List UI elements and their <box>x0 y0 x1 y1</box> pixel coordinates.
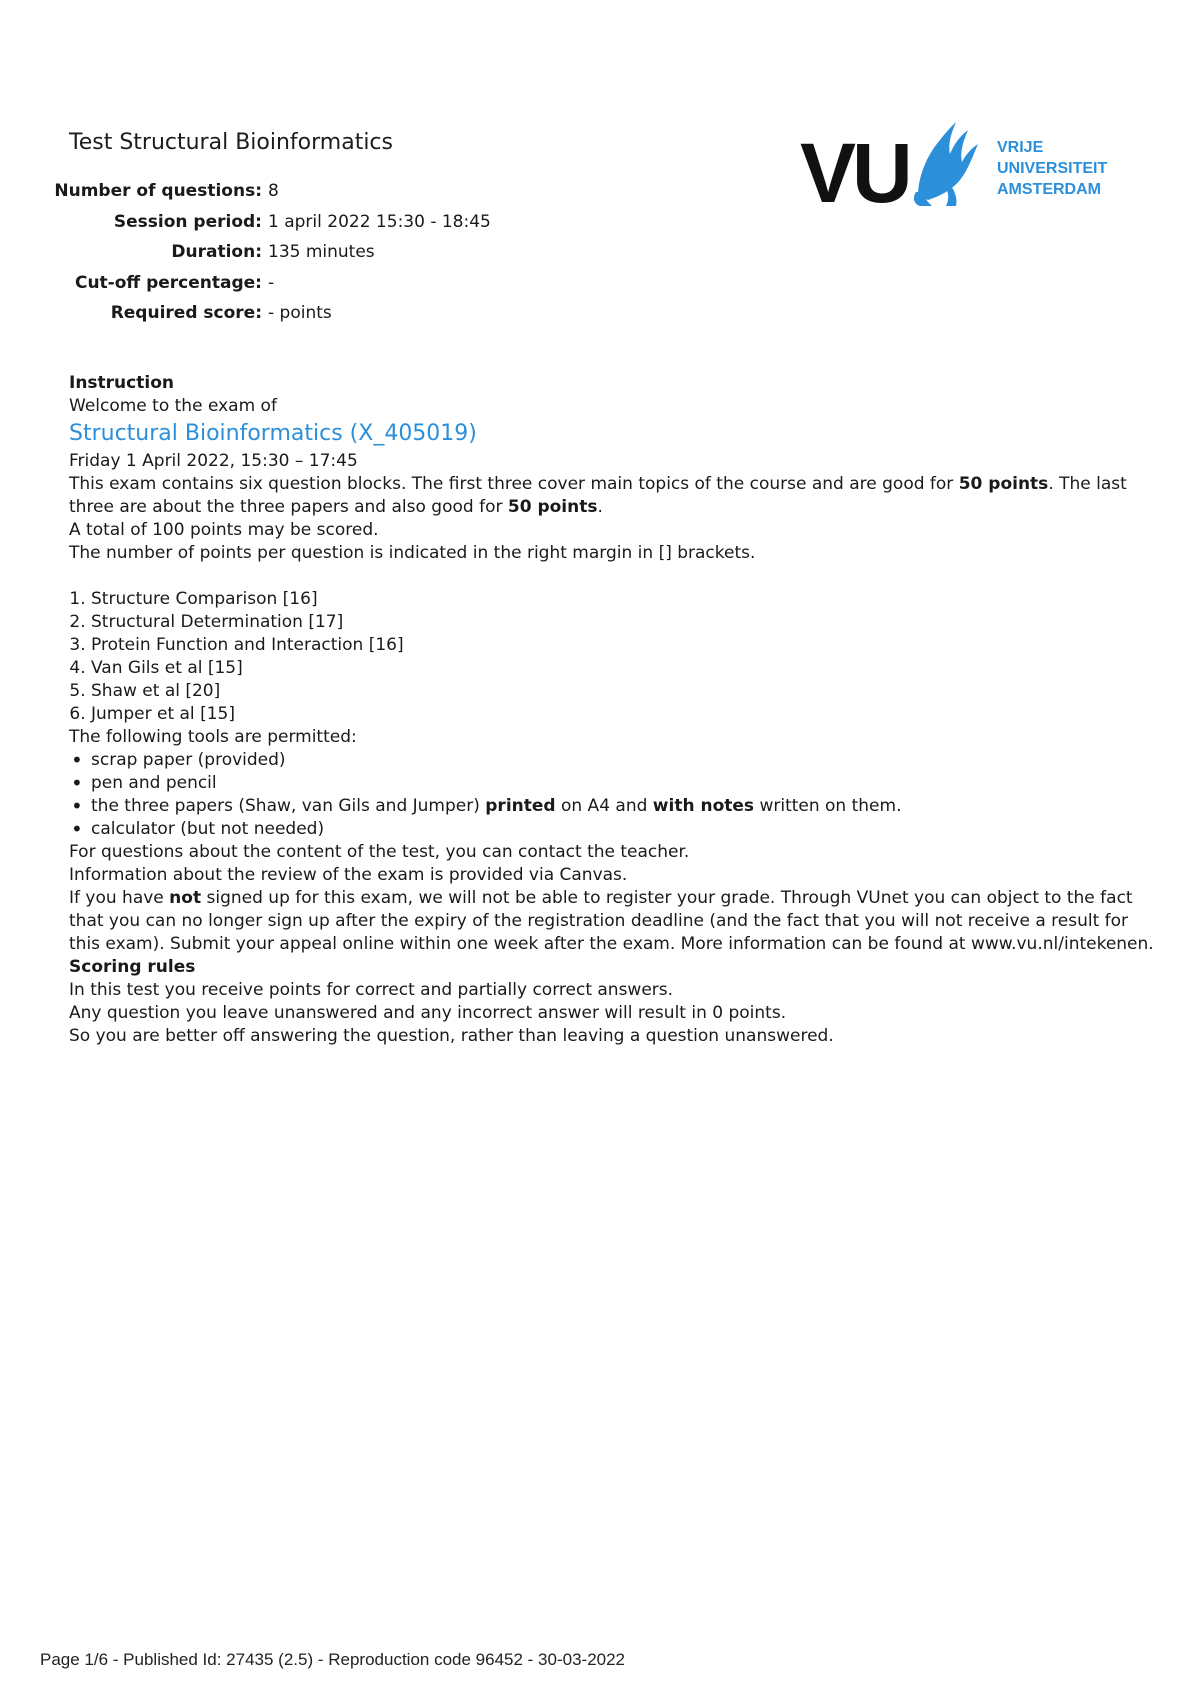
contact-text: For questions about the content of the test, you can contact the teacher. <box>69 842 690 862</box>
overview-text: . <box>597 497 603 517</box>
griffin-icon <box>914 122 978 206</box>
list-item: 6. Jumper et al [15] <box>91 703 1159 726</box>
meta-row-questions <box>0 178 600 209</box>
tool-text: the three papers (Shaw, van Gils and Jumper) <box>91 796 486 816</box>
meta-value: 1 april 2022 15:30 - 18:45 <box>268 211 491 232</box>
list-item: 4. Van Gils et al [15] <box>91 657 1159 680</box>
page-footer: Page 1/6 - Published Id: 27435 (2.5) - Reproduction code 96452 - 30-03-2022 <box>40 1650 626 1669</box>
meta-label: Number of questions: <box>54 181 262 201</box>
total-points: A total of 100 points may be scored. <box>69 520 379 540</box>
question-blocks <box>69 588 1159 726</box>
meta-label: Duration: <box>171 242 262 262</box>
scoring-line: So you are better off answering the question, rather than leaving a question unanswered. <box>69 1026 834 1046</box>
instruction-heading: Instruction <box>69 373 174 393</box>
meta-row-duration <box>0 239 600 270</box>
tool-text: on A4 and <box>555 796 653 816</box>
meta-value: 135 minutes <box>268 242 375 262</box>
vu-logo <box>800 118 1130 208</box>
meta-value: - points <box>268 303 332 323</box>
list-item: 3. Protein Function and Interaction [16] <box>91 634 1159 657</box>
list-item: • calculator (but not needed) <box>91 818 1159 841</box>
tool-text: written on them. <box>754 796 902 816</box>
meta-label: Cut-off percentage: <box>74 272 262 293</box>
list-item: • scrap paper (provided) <box>91 749 1159 772</box>
meta-label: Required score: <box>110 303 262 323</box>
list-item: 5. Shaw et al [20] <box>91 680 1159 703</box>
tools-list <box>69 749 1159 841</box>
signup-text: If you have <box>69 888 170 908</box>
logo-letters: VU <box>800 126 909 208</box>
meta-row-required <box>0 300 600 331</box>
welcome-text: Welcome to the exam of <box>69 396 277 416</box>
logo-line-3: AMSTERDAM <box>997 181 1101 198</box>
list-item: • pen and pencil <box>91 772 1159 795</box>
meta-value: - <box>268 272 275 293</box>
scoring-line: Any question you leave unanswered and any incorrect answer will result in 0 points. <box>69 1003 787 1023</box>
meta-row-cutoff <box>0 270 600 301</box>
exam-content <box>69 372 1159 1048</box>
meta-label: Session period: <box>113 211 262 232</box>
list-item <box>91 795 1159 818</box>
tools-intro: The following tools are permitted: <box>69 727 357 747</box>
points-note: The number of points per question is indicated in the right margin in [] brackets. <box>69 543 756 563</box>
list-item: 1. Structure Comparison [16] <box>91 588 1159 611</box>
exam-overview <box>69 473 1159 519</box>
logo-line-2: UNIVERSITEIT <box>997 160 1108 177</box>
meta-row-session <box>0 209 600 240</box>
course-title: Structural Bioinformatics (X_405019) <box>69 421 477 446</box>
exam-meta <box>0 178 600 331</box>
list-item: 2. Structural Determination [17] <box>91 611 1159 634</box>
logo-line-1: VRIJE <box>997 139 1044 156</box>
scoring-heading: Scoring rules <box>69 957 196 977</box>
overview-text: . The last three are about the three papers and also good for <box>69 474 1127 517</box>
exam-date: Friday 1 April 2022, 15:30 – 17:45 <box>69 451 358 471</box>
signup-bold: not <box>169 888 202 908</box>
page-title: Test Structural Bioinformatics <box>69 130 393 155</box>
overview-text: This exam contains six question blocks. The first three cover main topics of the course and are good for <box>69 474 959 494</box>
signup-notice <box>69 887 1159 956</box>
tool-bold: printed <box>485 796 556 816</box>
overview-bold: 50 points <box>958 474 1049 494</box>
signup-text: signed up for this exam, we will not be able to register your grade. Through VUnet you can object to the fact that you can no longer sign up after the expiry of the registration deadline (and the fact that you will not receive a result for this exam). Submit your appeal online within one week after the exam. More information can be found at www.vu.nl/intekenen. <box>69 888 1154 954</box>
meta-value: 8 <box>268 181 279 201</box>
tool-bold: with notes <box>652 796 755 816</box>
review-text: Information about the review of the exam is provided via Canvas. <box>69 865 628 885</box>
overview-bold: 50 points <box>507 497 598 517</box>
scoring-line: In this test you receive points for correct and partially correct answers. <box>69 980 674 1000</box>
